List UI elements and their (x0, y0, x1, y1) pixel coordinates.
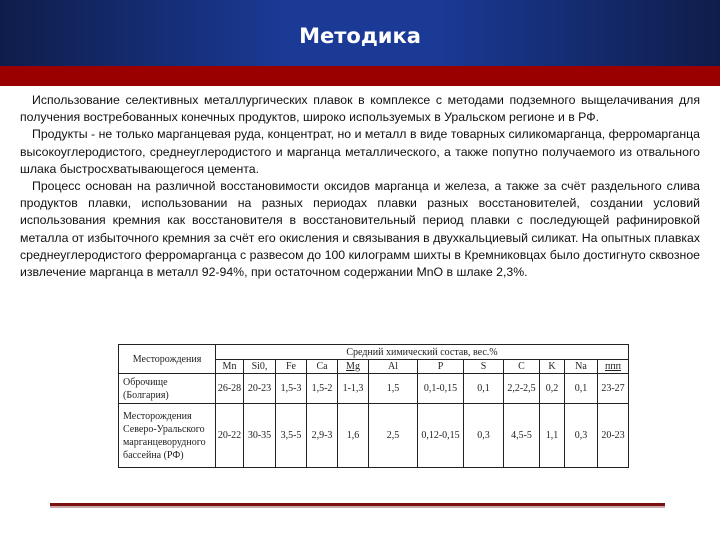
table-cell: 0,12-0,15 (418, 404, 464, 468)
table-cell: 1,5-3 (276, 374, 307, 404)
table-cell: 1-1,3 (338, 374, 369, 404)
table-cell: 0,2 (540, 374, 565, 404)
table-cell: 3,5-5 (276, 404, 307, 468)
paragraph: Продукты - не только марганцевая руда, концентрат, но и металл в виде товарных силикомарганца, ферромарганца высокоуглеродистого, среднеуглеродистого и марганца металлического, а также попутно получаемого из отвального шлака быстросхватывающегося цемента. (20, 127, 700, 176)
footer-divider (50, 503, 665, 508)
table-cell: 2,2-2,5 (504, 374, 540, 404)
table-cell: 1,1 (540, 404, 565, 468)
paragraph: Использование селективных металлургических плавок в комплексе с методами подземного выщелачивания для получения востребованных конечных продуктов, широко используемых в Уральском регионе и в РФ. (20, 93, 700, 125)
table-cell: 0,1 (464, 374, 504, 404)
table-cell: 1,5 (369, 374, 418, 404)
title-bar (0, 0, 720, 66)
table-cell: 20-23 (244, 374, 276, 404)
table-cell: 20-23 (598, 404, 629, 468)
table-cell: 0,1-0,15 (418, 374, 464, 404)
column-header: S (464, 360, 504, 374)
column-header: Al (369, 360, 418, 374)
table-cell: 0,3 (464, 404, 504, 468)
table-cell: 2,9-3 (307, 404, 338, 468)
column-header: K (540, 360, 565, 374)
table-cell: 1,6 (338, 404, 369, 468)
table-cell: 23-27 (598, 374, 629, 404)
column-header: C (504, 360, 540, 374)
column-header: Mn (216, 360, 244, 374)
column-header: Mg (338, 360, 369, 374)
header-deposit: Месторождения (119, 345, 216, 374)
table-cell: 2,5 (369, 404, 418, 468)
column-header: ппп (598, 360, 629, 374)
column-header: Na (565, 360, 598, 374)
deposit-name: Оброчище (Болгария) (119, 374, 216, 404)
red-band (0, 66, 720, 86)
column-header: P (418, 360, 464, 374)
table-cell: 4,5-5 (504, 404, 540, 468)
table-cell: 0,3 (565, 404, 598, 468)
column-header: Fe (276, 360, 307, 374)
table-cell: 0,1 (565, 374, 598, 404)
header-group: Средний химический состав, вес.% (216, 345, 629, 360)
table-cell: 30-35 (244, 404, 276, 468)
table-cell: 1,5-2 (307, 374, 338, 404)
table-cell: 26-28 (216, 374, 244, 404)
paragraph: Процесс основан на различной восстановимости оксидов марганца и железа, а также за счёт раздельного слива продуктов плавки, использовании на разных периодах плавки разных восстановителей, создании условий использования кремния как восстановителя в восстановительный период плавки с последующей рафинировкой металла от избыточного кремния за счёт его окисления и связывания в двухкальциевый силикат. На опытных плавках среднеуглеродистого ферромарганца с развесом до 100 килограмм шихты в Кремниковцах было достигнуто сквозное извлечение марганца в металл 92-94%, при остаточном содержании MnO в шлаке 2,3%. (20, 179, 700, 280)
column-header: Si0, (244, 360, 276, 374)
deposit-name: Месторождения Северо-Уральского марганцеворудного бассейна (РФ) (119, 404, 216, 468)
composition-table (118, 344, 629, 468)
column-header: Ca (307, 360, 338, 374)
slide-title: Методика (299, 24, 421, 48)
body-text (20, 92, 700, 281)
table-cell: 20-22 (216, 404, 244, 468)
